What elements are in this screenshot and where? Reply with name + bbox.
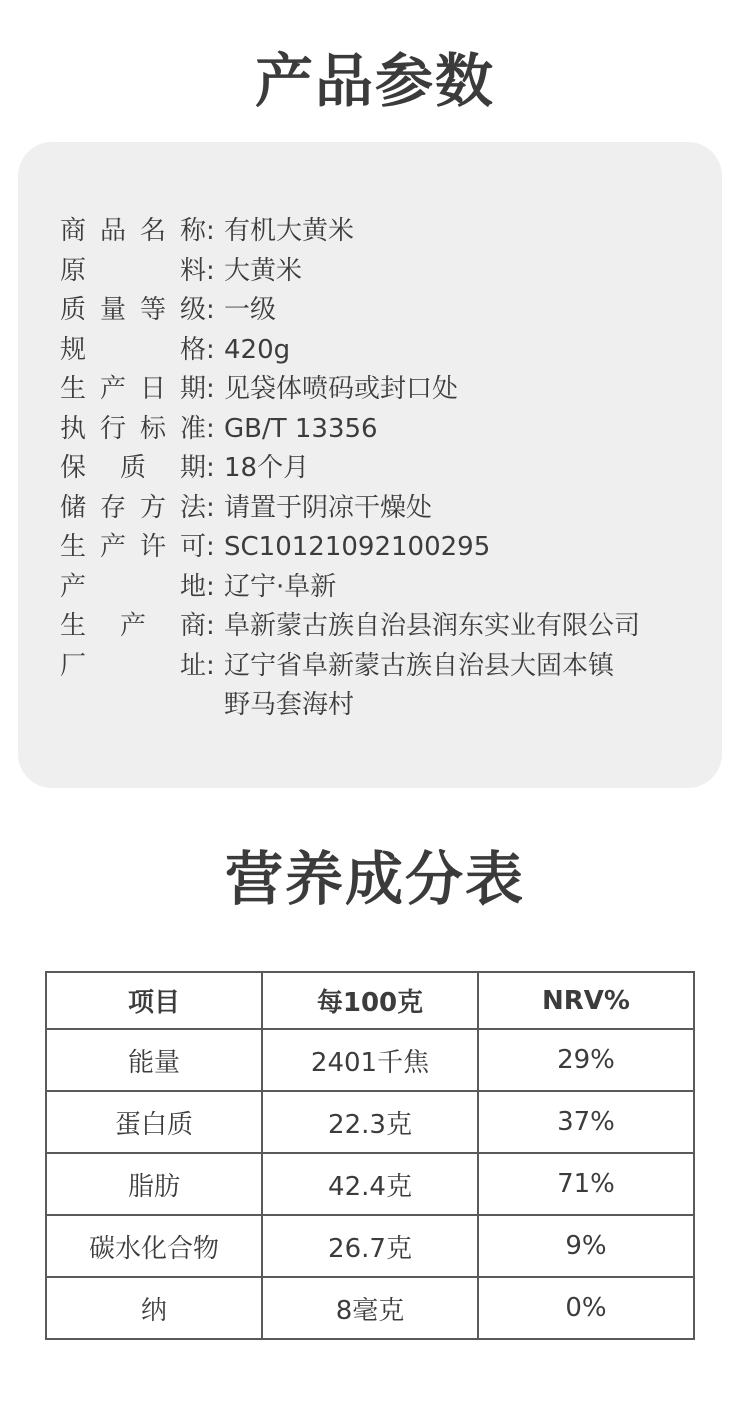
param-value: SC10121092100295 [224,532,491,562]
param-row-name [60,212,640,252]
param-label: 生 产 商 [60,611,206,641]
param-value: 请置于阴凉干燥处 [224,492,433,523]
param-colon: : [206,650,215,681]
table-cell: 0% [478,1277,694,1339]
table-header-row [46,972,694,1029]
nutrition-table [45,971,695,1340]
param-value: GB/T 13356 [224,413,378,444]
param-label: 规 格 [60,334,206,365]
param-value: 辽宁·阜新 [224,571,337,602]
table-cell: 22.3克 [262,1091,478,1153]
param-colon: : [206,216,215,246]
param-value: 见袋体喷码或封口处 [224,374,459,404]
param-value: 18个月 [224,453,310,483]
param-colon: : [206,453,215,483]
param-row-origin [60,568,640,608]
table-cell: 71% [478,1153,694,1215]
param-value: 辽宁省阜新蒙古族自治县大固本镇 野马套海村 [224,650,615,720]
param-row-spec [60,331,640,371]
param-label: 产 地 [60,571,206,602]
param-value: 有机大黄米 [224,216,355,246]
column-header: NRV% [478,972,694,1029]
table-cell: 9% [478,1215,694,1277]
table-cell: 蛋白质 [46,1091,262,1153]
param-colon: : [206,492,215,523]
table-cell: 26.7克 [262,1215,478,1277]
param-colon: : [206,571,215,602]
param-colon: : [206,255,215,286]
param-label: 生产日期 [60,374,206,404]
param-row-production-date [60,370,640,410]
table-row [46,1277,694,1339]
param-value: 大黄米 [224,255,303,286]
table-row [46,1215,694,1277]
param-row-license [60,528,640,568]
table-cell: 37% [478,1091,694,1153]
table-cell: 8毫克 [262,1277,478,1339]
param-label: 原 料 [60,255,206,286]
product-params-list [60,212,640,726]
param-label: 商品名称 [60,216,206,246]
param-label: 执行标准 [60,413,206,444]
param-label: 生产许可 [60,532,206,562]
param-value: 一级 [224,295,277,325]
param-colon: : [206,295,215,325]
table-cell: 纳 [46,1277,262,1339]
column-header: 项目 [46,972,262,1029]
table-cell: 2401千焦 [262,1029,478,1091]
param-label: 厂 址 [60,650,206,681]
param-row-standard [60,410,640,450]
param-row-ingredients [60,252,640,292]
table-row [46,1029,694,1091]
nutrition-section-title: 营养成分表 [224,845,525,913]
param-value: 420g [224,334,291,365]
param-colon: : [206,374,215,404]
table-cell: 碳水化合物 [46,1215,262,1277]
table-row [46,1091,694,1153]
table-cell: 42.4克 [262,1153,478,1215]
param-label: 质量等级 [60,295,206,325]
table-cell: 脂肪 [46,1153,262,1215]
params-section-title: 产品参数 [254,47,495,115]
param-colon: : [206,413,215,444]
table-cell: 29% [478,1029,694,1091]
param-colon: : [206,334,215,365]
param-label: 保 质 期 [60,453,206,483]
param-colon: : [206,611,215,641]
table-cell: 能量 [46,1029,262,1091]
param-row-grade [60,291,640,331]
table-row [46,1153,694,1215]
param-row-shelf-life [60,449,640,489]
param-colon: : [206,532,215,562]
param-row-address [60,647,640,726]
param-row-manufacturer [60,607,640,647]
param-row-storage [60,489,640,529]
param-value: 阜新蒙古族自治县润东实业有限公司 [224,611,641,641]
param-label: 储存方法 [60,492,206,523]
product-params-panel [18,142,722,788]
column-header: 每100克 [262,972,478,1029]
